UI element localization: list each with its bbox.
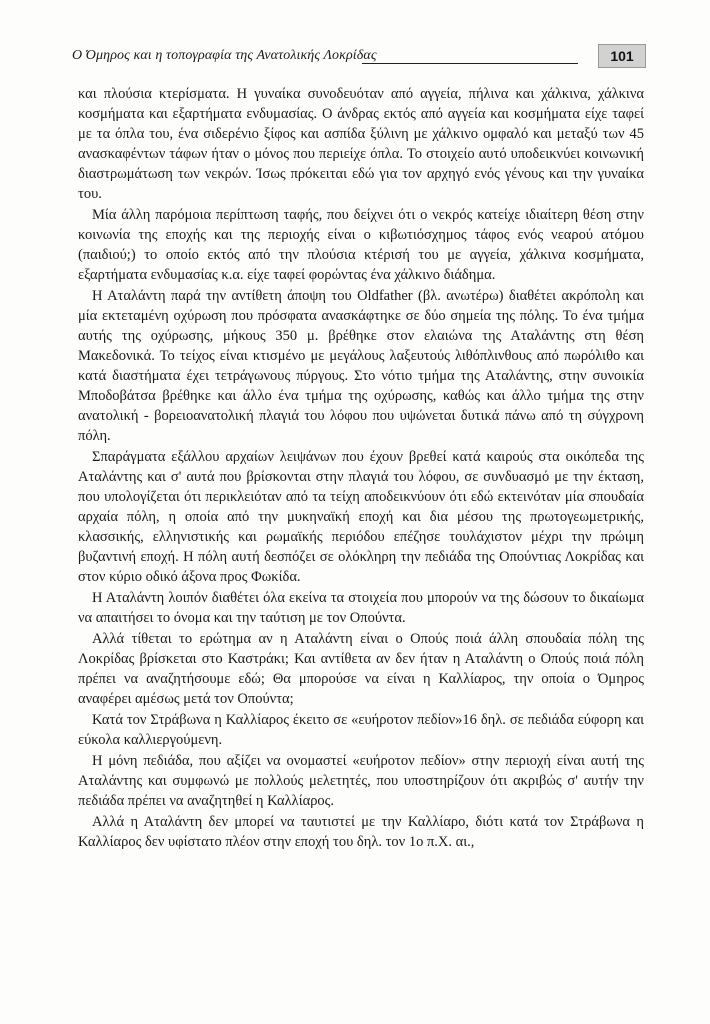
paragraph: και πλούσια κτερίσματα. Η γυναίκα συνοδευόταν από αγγεία, πήλινα και χάλκινα, χάλκινα κοσμήματα και εξαρτήματα ενδυμασίας. Ο άνδρας εκτός από αγγεία και κοσμήματα είχε ταφεί με τα όπλα του, ένα σιδερένιο ξίφος και ασπίδα ξύλινη με χάλκινο ομφαλό και μεταξύ των 45 ανασκαφέντων τάφων ήταν ο μόνος που περιείχε όπλα. Το στοιχείο αυτό υποδεικνύει κοινωνική διαστρωμάτωση των νεκρών. Ίσως πρόκειται εδώ για τον αρχηγό ενός γένους και την γυναίκα του. (78, 86, 644, 202)
paragraph: Η Αταλάντη παρά την αντίθετη άποψη του Oldfather (βλ. ανωτέρω) διαθέτει ακρόπολη και μία εκτεταμένη οχύρωση που πρόσφατα ανασκάφτηκε σε δύο σημεία της πόλης. Το ένα τμήμα αυτής της οχύρωσης, μήκους 350 μ. βρέθηκε στον ελαιώνα της Αταλάντης στη θέση Μακεδονικά. Το τείχος είναι κτισμένο με μεγάλους λαξευτούς λιθόπλινθους από πωρόλιθο και κατά διαστήματα έχει τετράγωνους πύργους. Στο νότιο τμήμα της Αταλάντης, στην συνοικία Μποδοβάτσα βρέθηκε και άλλο ένα τμήμα της οχύρωσης, καθώς και άλλο τμήμα της στην ανατολική - βορειοανατολική πλαγιά του λόφου που υψώνεται δυτικά πάνω από τη σύγχρονη πόλη. (78, 288, 644, 444)
page-number: 101 (598, 44, 646, 68)
body-text (78, 84, 644, 852)
paragraph: Κατά τον Στράβωνα η Καλλίαρος έκειτο σε «ευήροτον πεδίον»16 δηλ. σε πεδιάδα εύφορη και εύκολα καλλιεργούμενη. (78, 712, 644, 748)
paragraph: Αλλά τίθεται το ερώτημα αν η Αταλάντη είναι ο Οπούς ποιά άλλη σπουδαία πόλη της Λοκρίδας βρίσκεται στο Καστράκι; Και αντίθετα αν δεν ήταν η Αταλάντη ο Οπούς ποιά πόλη πρέπει να αναζητήσουμε εδώ; Θα μπορούσε να είναι η Καλλίαρος, την οποία ο Όμηρος αναφέρει αμέσως μετά τον Οπούντα; (78, 631, 644, 707)
paragraph: Η μόνη πεδιάδα, που αξίζει να ονομαστεί «ευήροτον πεδίον» στην περιοχή είναι αυτή της Αταλάντης και συμφωνώ με πολλούς μελετητές, που υποστηρίζουν ότι ακριβώς σ' αυτήν την πεδιάδα πρέπει να αναζητηθεί η Καλλίαρος. (78, 753, 644, 809)
running-title: Ο Όμηρος και η τοπογραφία της Ανατολικής Λοκρίδας (72, 48, 377, 63)
paragraph: Αλλά η Αταλάντη δεν μπορεί να ταυτιστεί με την Καλλίαρο, διότι κατά τον Στράβωνα η Καλλίαρος δεν υφίστατο πλέον στην εποχή του δηλ. τον 1ο π.Χ. αι., (78, 814, 644, 850)
header-rule (362, 63, 578, 64)
paragraph: Μία άλλη παρόμοια περίπτωση ταφής, που δείχνει ότι ο νεκρός κατείχε ιδιαίτερη θέση στην κοινωνία της εποχής και της περιοχής είναι ο κιβωτιόσχημος τάφος ενός νεαρού ατόμου (παιδιού;) το οποίο εκτός από την πλούσια κτέρισή του με αγγεία, χάλκινα κοσμήματα, εξαρτήματα ενδυμασίας κ.α. είχε ταφεί φορώντας ένα χάλκινο διάδημα. (78, 207, 644, 283)
paragraph: Σπαράγματα εξάλλου αρχαίων λειψάνων που έχουν βρεθεί κατά καιρούς στα οικόπεδα της Αταλάντης και σ' αυτά που βρίσκονται στην πλαγιά του λόφου, σε συνδυασμό με την έκταση, που υπολογίζεται ότι περικλειόταν από τα τείχη αποδεικνύουν ότι εδώ εκτεινόταν μία σπουδαία αρχαία πόλη, η οποία από την μυκηναϊκή εποχή και δια μέσου της πρωτογεωμετρικής, κλασσικής, ελληνιστικής και ρωμαϊκής περιόδου επέζησε τουλάχιστον μέχρι την πρώιμη βυζαντινή εποχή. Η πόλη αυτή δεσπόζει σε ολόκληρη την πεδιάδα της Οπούντιας Λοκρίδας και στον κύριο οδικό άξονα προς Φωκίδα. (78, 449, 644, 585)
paragraph: Η Αταλάντη λοιπόν διαθέτει όλα εκείνα τα στοιχεία που μπορούν να της δώσουν το δικαίωμα να απαιτήσει το όνομα και την ταύτιση με τον Οπούντα. (78, 590, 644, 626)
running-header (72, 46, 646, 72)
